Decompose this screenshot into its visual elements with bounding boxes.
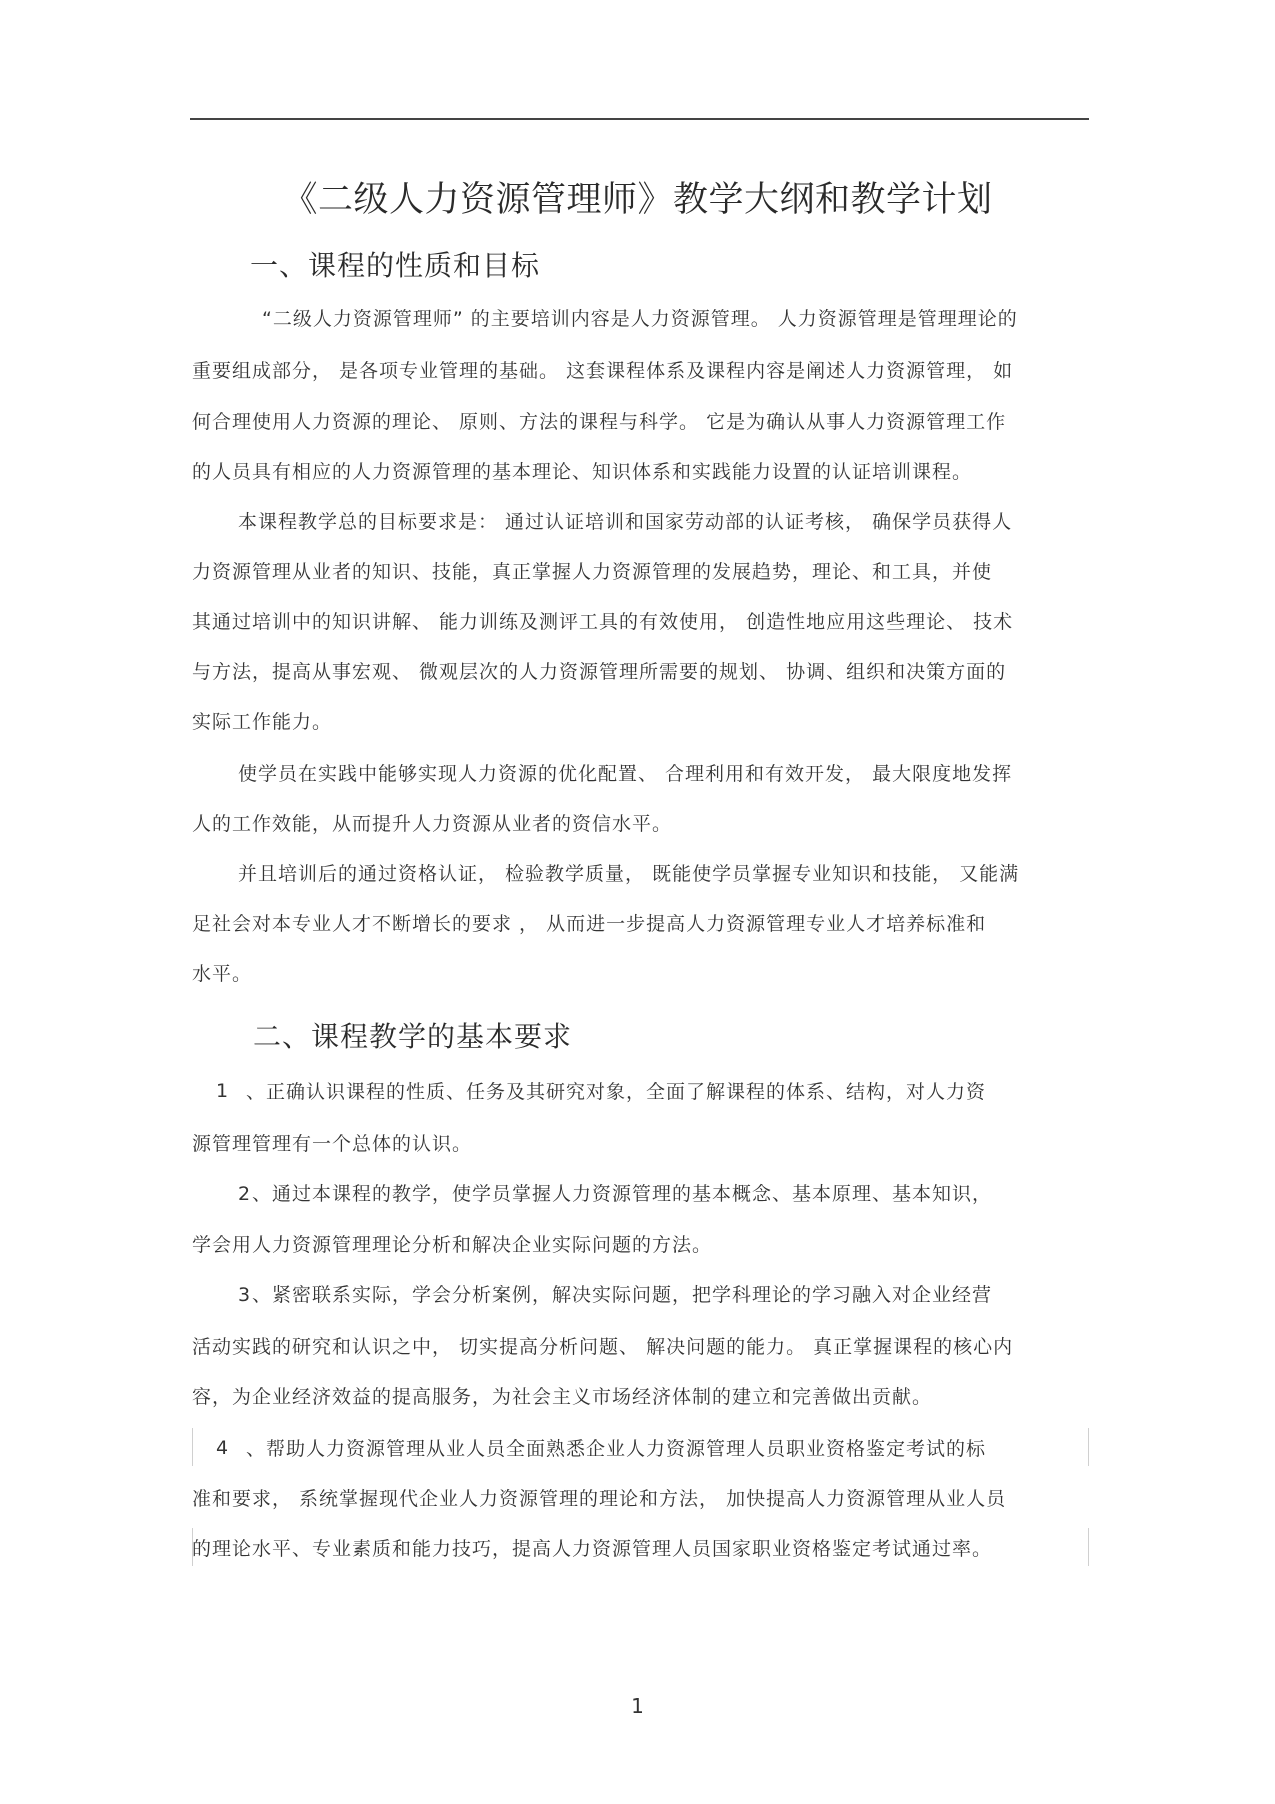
s2-item-3-number: 3 xyxy=(238,1284,252,1306)
s2-item-3-line-1: 、紧密联系实际，学会分析案例，解决实际问题，把学科理论的学习融入对企业经营 xyxy=(252,1284,993,1306)
s1-p3-line-2: 人的工作效能，从而提升人力资源从业者的资信水平。 xyxy=(192,813,673,835)
s1-p1-line-1: “二级人力资源管理师” 的主要培训内容是人力资源管理。 人力资源管理是管理理论的 xyxy=(262,308,1018,330)
page-number: 1 xyxy=(631,1694,644,1718)
s2-item-3-line-3: 容，为企业经济效益的提高服务，为社会主义市场经济体制的建立和完善做出贡献。 xyxy=(192,1386,933,1408)
s2-item-4-line-3: 的理论水平、专业素质和能力技巧，提高人力资源管理人员国家职业资格鉴定考试通过率。 xyxy=(192,1538,993,1560)
header-rule xyxy=(190,118,1089,120)
s2-item-1-line-2: 源管理管理有一个总体的认识。 xyxy=(192,1133,473,1155)
s1-p4-line-3: 水平。 xyxy=(192,963,253,985)
s1-p1-line-4: 的人员具有相应的人力资源管理的基本理论、知识体系和实践能力设置的认证培训课程。 xyxy=(192,461,973,483)
s2-item-2-line-1: 、通过本课程的教学，使学员掌握人力资源管理的基本概念、基本原理、基本知识， xyxy=(252,1183,993,1205)
s1-p3-line-1: 使学员在实践中能够实现人力资源的优化配置、 合理利用和有效开发， 最大限度地发挥 xyxy=(238,763,1013,785)
document-title: 《二级人力资源管理师》教学大纲和教学计划 xyxy=(282,180,993,220)
s1-p1-line-3: 何合理使用人力资源的理论、 原则、方法的课程与科学。 它是为确认从事人力资源管理工作 xyxy=(192,411,1007,433)
s1-p2-line-4: 与方法，提高从事宏观、 微观层次的人力资源管理所需要的规划、 协调、组织和决策方面的 xyxy=(192,661,1007,683)
margin-mark-right xyxy=(1088,1428,1089,1466)
s1-p2-line-3: 其通过培训中的知识讲解、 能力训练及测评工具的有效使用， 创造性地应用这些理论、 技术 xyxy=(192,611,1014,633)
section-1-heading: 一、课程的性质和目标 xyxy=(250,249,541,282)
s2-item-2-line-2: 学会用人力资源管理理论分析和解决企业实际问题的方法。 xyxy=(192,1234,713,1256)
s1-p1-line-2: 重要组成部分， 是各项专业管理的基础。 这套课程体系及课程内容是阐述人力资源管理， 如 xyxy=(192,360,1014,382)
s1-p2-line-5: 实际工作能力。 xyxy=(192,711,333,733)
margin-mark-right xyxy=(1088,1528,1089,1566)
margin-mark-left xyxy=(192,1428,193,1466)
s1-p4-line-1: 并且培训后的通过资格认证， 检验教学质量， 既能使学员掌握专业知识和技能， 又能满 xyxy=(238,863,1020,885)
section-2-heading: 二、课程教学的基本要求 xyxy=(253,1020,573,1053)
s1-p2-line-2: 力资源管理从业者的知识、技能，真正掌握人力资源管理的发展趋势，理论、和工具，并使 xyxy=(192,561,993,583)
s2-item-4-line-2: 准和要求， 系统掌握现代企业人力资源管理的理论和方法， 加快提高人力资源管理从业人员 xyxy=(192,1488,1007,1510)
s2-item-1-number: 1 xyxy=(216,1080,230,1102)
s1-p2-line-1: 本课程教学总的目标要求是： 通过认证培训和国家劳动部的认证考核， 确保学员获得人 xyxy=(238,511,1013,533)
s2-item-1-line-1: 、正确认识课程的性质、任务及其研究对象，全面了解课程的体系、结构，对人力资 xyxy=(246,1081,987,1103)
s2-item-3-line-2: 活动实践的研究和认识之中， 切实提高分析问题、 解决问题的能力。 真正掌握课程的核心内 xyxy=(192,1336,1014,1358)
s1-p4-line-2: 足社会对本专业人才不断增长的要求 ， 从而进一步提高人力资源管理专业人才培养标准和 xyxy=(192,913,987,935)
s2-item-2-number: 2 xyxy=(238,1183,252,1205)
s2-item-4-line-1: 、帮助人力资源管理从业人员全面熟悉企业人力资源管理人员职业资格鉴定考试的标 xyxy=(246,1438,987,1460)
s2-item-4-number: 4 xyxy=(216,1437,230,1459)
